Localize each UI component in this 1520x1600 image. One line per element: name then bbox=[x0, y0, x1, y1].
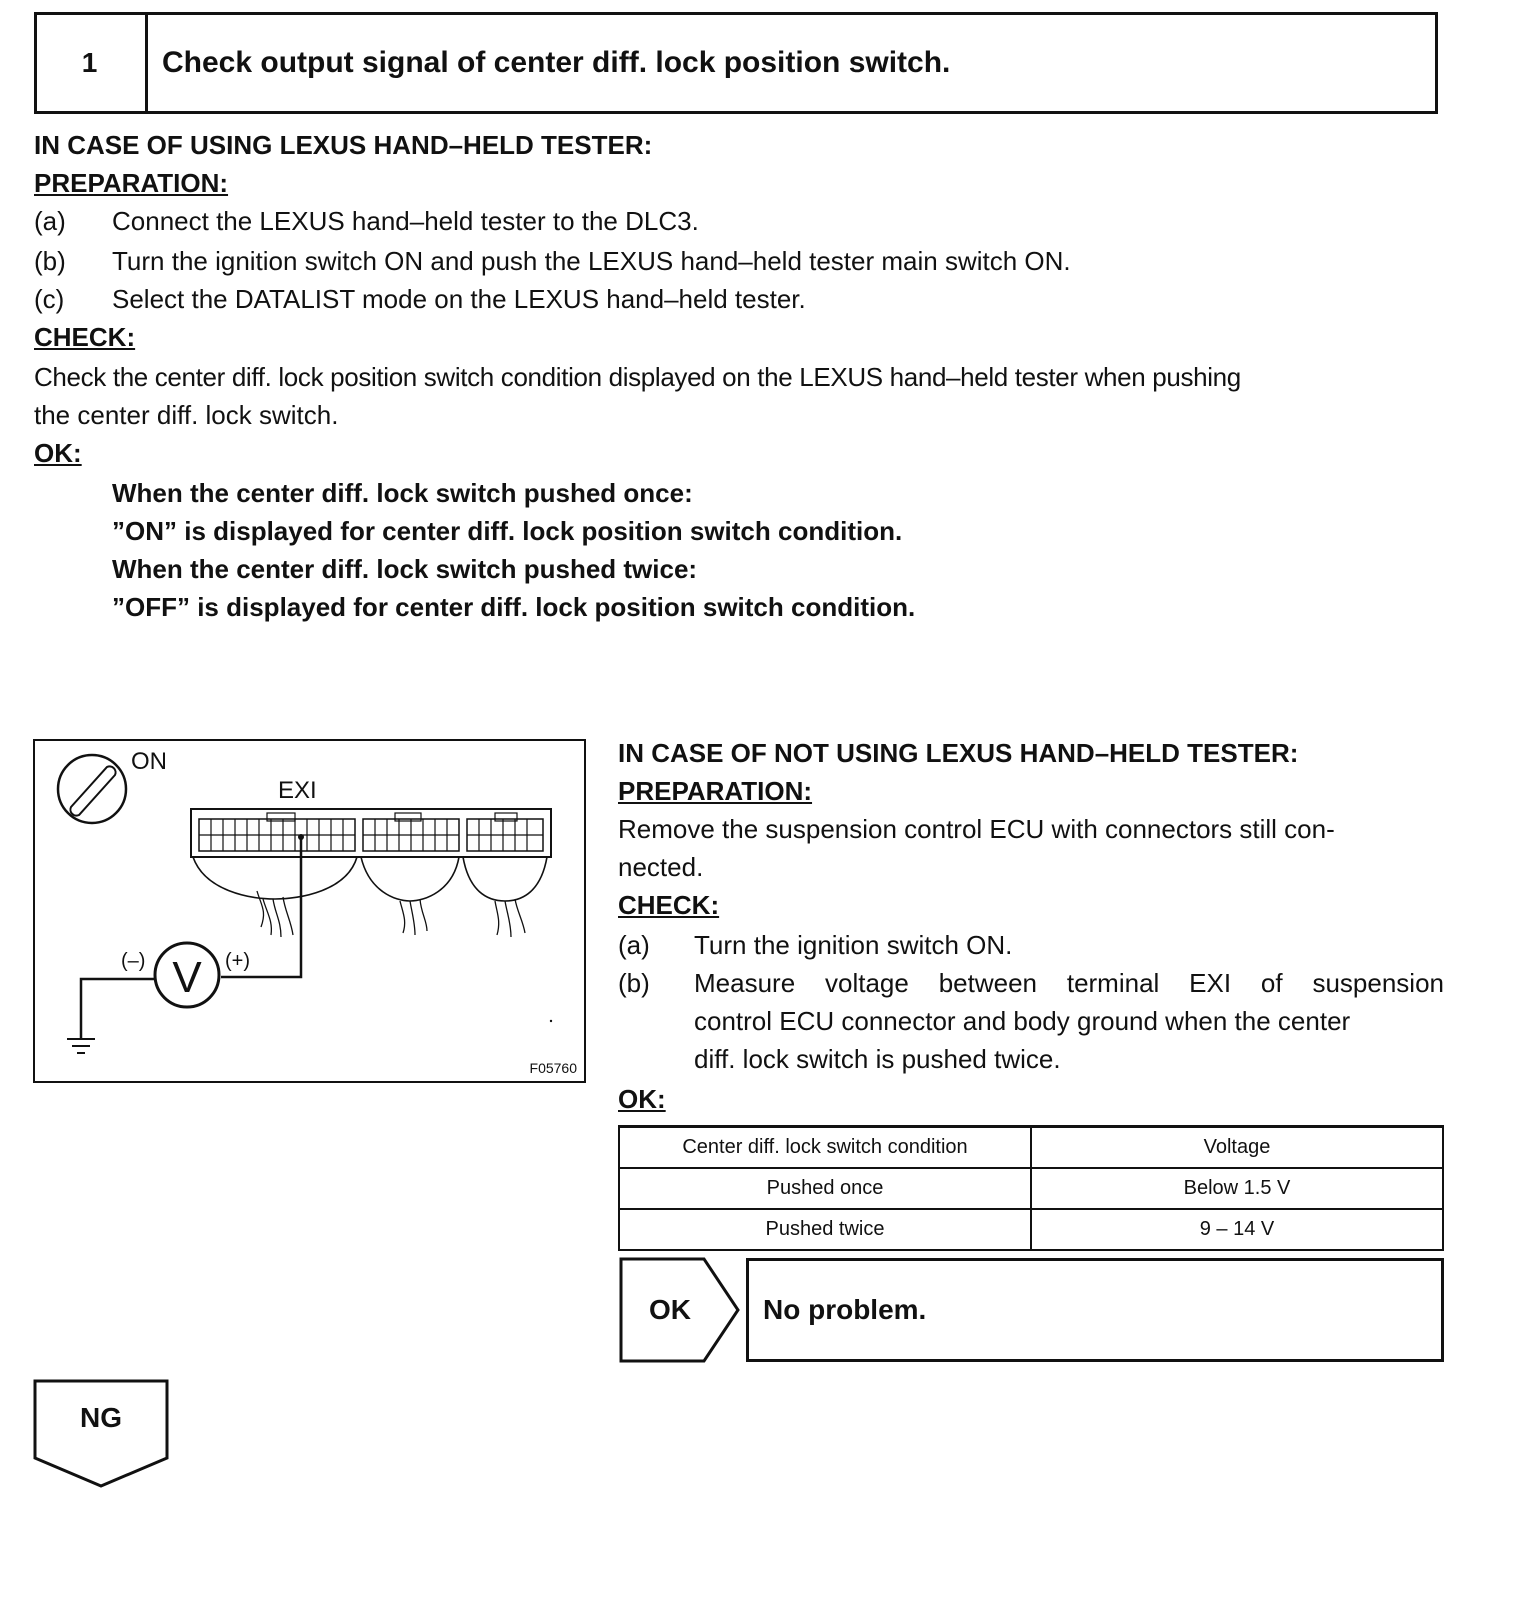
harness-3 bbox=[463, 857, 547, 901]
prep-item-b-text: Turn the ignition switch ON and push the LEXUS hand–held tester main switch ON. bbox=[112, 246, 1071, 276]
no-tester-check-a-label: (a) bbox=[618, 930, 650, 960]
table-header-row bbox=[619, 1127, 1443, 1169]
connector-3-pins bbox=[467, 819, 543, 851]
step-title: Check output signal of center diff. lock position switch. bbox=[162, 46, 951, 79]
ng-result-label: NG bbox=[80, 1402, 122, 1433]
voltage-spec-table bbox=[618, 1125, 1444, 1251]
prep-item-c-label: (c) bbox=[34, 284, 65, 314]
tester-case-heading: IN CASE OF USING LEXUS HAND–HELD TESTER: bbox=[34, 130, 653, 160]
table-row bbox=[619, 1209, 1443, 1250]
ok-result-text: No problem. bbox=[746, 1258, 1444, 1362]
no-tester-heading: IN CASE OF NOT USING LEXUS HAND–HELD TESTER: bbox=[618, 738, 1299, 768]
tester-check-label: CHECK: bbox=[34, 322, 136, 352]
ground-symbol-icon bbox=[67, 1039, 95, 1053]
prep-item-b-label: (b) bbox=[34, 246, 66, 276]
ignition-key-slot bbox=[70, 766, 115, 815]
table-header-condition: Center diff. lock switch condition bbox=[619, 1127, 1031, 1169]
tester-ok-line-1: When the center diff. lock switch pushed once: bbox=[112, 478, 693, 508]
wiring-diagram bbox=[33, 739, 586, 1083]
no-tester-preparation-label: PREPARATION: bbox=[618, 776, 813, 806]
ecu-connector-body bbox=[191, 809, 551, 857]
minus-label: (–) bbox=[121, 950, 146, 972]
exi-label: EXI bbox=[278, 777, 317, 804]
wiring-diagram-drawing bbox=[35, 741, 584, 1081]
prep-item-b bbox=[34, 242, 1071, 280]
table-cell-voltage: 9 – 14 V bbox=[1031, 1209, 1443, 1250]
prep-item-a-label: (a) bbox=[34, 206, 66, 236]
plus-label: (+) bbox=[225, 950, 250, 972]
prep-item-a-text: Connect the LEXUS hand–held tester to the DLC3. bbox=[112, 206, 699, 236]
no-tester-ok-label: OK: bbox=[618, 1084, 666, 1114]
connector-1-pins bbox=[199, 819, 355, 851]
harness-1 bbox=[193, 857, 357, 899]
no-tester-check-b-line-1: Measure voltage between terminal EXI of suspension bbox=[694, 968, 1444, 998]
no-tester-check-b-label: (b) bbox=[618, 968, 650, 998]
tester-check-line-2: the center diff. lock switch. bbox=[34, 400, 339, 430]
harness-2 bbox=[361, 857, 459, 901]
table-row bbox=[619, 1168, 1443, 1209]
tester-preparation-label: PREPARATION: bbox=[34, 168, 229, 198]
no-tester-check-a-text: Turn the ignition switch ON. bbox=[694, 930, 1013, 960]
on-label: ON bbox=[131, 748, 167, 775]
tester-ok-label: OK: bbox=[34, 438, 82, 468]
no-tester-check-b-line-2: control ECU connector and body ground when the center bbox=[694, 1006, 1351, 1036]
tester-check-line-1: Check the center diff. lock position switch condition displayed on the LEXUS hand–held tester when pushing bbox=[34, 362, 1241, 392]
figure-code: F05760 bbox=[529, 1060, 577, 1076]
table-cell-condition: Pushed once bbox=[619, 1168, 1031, 1209]
tester-ok-line-2: ”ON” is displayed for center diff. lock position switch condition. bbox=[112, 516, 903, 546]
probe-wire-negative bbox=[81, 979, 155, 1039]
step-number: 1 bbox=[34, 12, 148, 114]
no-tester-prep-line-1: Remove the suspension control ECU with connectors still con- bbox=[618, 814, 1335, 844]
ok-result-label: OK bbox=[649, 1294, 691, 1325]
prep-item-c bbox=[34, 280, 806, 318]
no-tester-check-label: CHECK: bbox=[618, 890, 720, 920]
no-tester-prep-line-2: nected. bbox=[618, 852, 704, 882]
table-cell-condition: Pushed twice bbox=[619, 1209, 1031, 1250]
prep-item-c-text: Select the DATALIST mode on the LEXUS hand–held tester. bbox=[112, 284, 806, 314]
voltmeter-label: V bbox=[172, 953, 202, 1002]
tester-ok-line-4: ”OFF” is displayed for center diff. lock position switch condition. bbox=[112, 592, 916, 622]
no-tester-check-b-line-3: diff. lock switch is pushed twice. bbox=[694, 1044, 1061, 1074]
ignition-switch-icon bbox=[58, 755, 126, 823]
table-header-voltage: Voltage bbox=[1031, 1127, 1443, 1169]
tester-ok-line-3: When the center diff. lock switch pushed twice: bbox=[112, 554, 698, 584]
prep-item-a bbox=[34, 202, 699, 240]
table-cell-voltage: Below 1.5 V bbox=[1031, 1168, 1443, 1209]
connector-2-pins bbox=[363, 819, 459, 851]
